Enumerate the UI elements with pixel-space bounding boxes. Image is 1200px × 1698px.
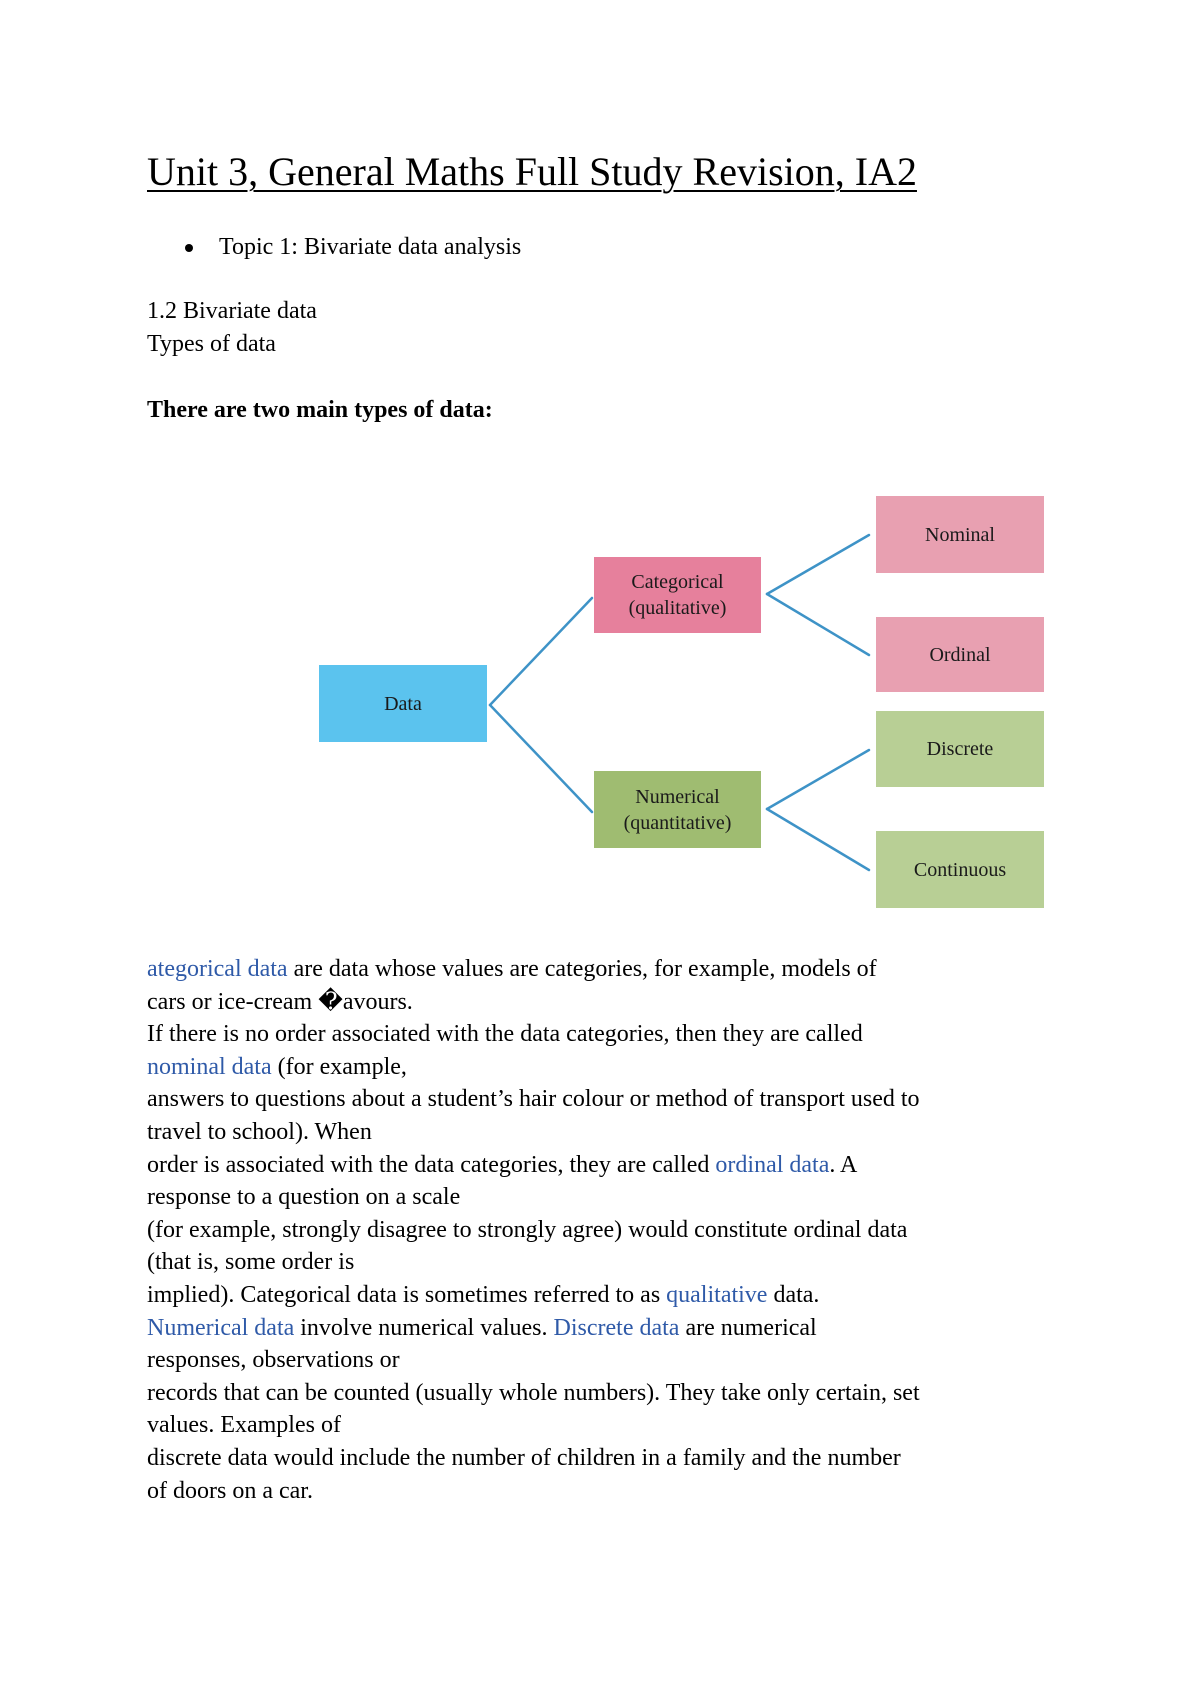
body-line: If there is no order associated with the data categories, then they are called bbox=[147, 1021, 863, 1048]
subheading: Types of data bbox=[147, 331, 276, 357]
body-line: response to a question on a scale bbox=[147, 1184, 461, 1211]
body-line: answers to questions about a student’s hair colour or method of transport used to bbox=[147, 1086, 920, 1113]
node-data bbox=[319, 665, 487, 742]
node-nominal bbox=[876, 496, 1044, 573]
node-categorical-sublabel: (qualitative) bbox=[628, 597, 727, 619]
term-categorical-data: ategorical data bbox=[147, 956, 288, 982]
body-text: are numerical bbox=[679, 1314, 817, 1341]
body-line: records that can be counted (usually whole numbers). They take only certain, set bbox=[147, 1379, 920, 1406]
body-text: . A bbox=[829, 1151, 858, 1178]
body-line: travel to school). When bbox=[147, 1118, 372, 1145]
body-line: values. Examples of bbox=[147, 1412, 341, 1439]
connector-data-numerical bbox=[490, 705, 592, 812]
body-line bbox=[147, 1279, 1087, 1312]
body-text: implied). Categorical data is sometimes referred to as bbox=[147, 1281, 667, 1308]
term-numerical-data: Numerical data bbox=[147, 1314, 295, 1341]
node-ordinal bbox=[876, 617, 1044, 692]
node-numerical-label: Numerical bbox=[635, 785, 720, 808]
document-title: Unit 3, General Maths Full Study Revision, IA2 bbox=[147, 149, 917, 194]
body-text: involve numerical values. bbox=[294, 1314, 554, 1341]
node-continuous bbox=[876, 831, 1044, 908]
node-discrete-label: Discrete bbox=[926, 738, 994, 760]
node-discrete bbox=[876, 711, 1044, 787]
body-line: cars or ice-cream �avours. bbox=[147, 988, 413, 1015]
term-qualitative: qualitative bbox=[666, 1281, 768, 1308]
node-data-label: Data bbox=[384, 692, 422, 715]
body-line bbox=[147, 953, 1087, 986]
body-line: discrete data would include the number of children in a family and the number bbox=[147, 1444, 901, 1471]
node-numerical bbox=[594, 771, 761, 848]
body-line: of doors on a car. bbox=[147, 1477, 313, 1504]
node-categorical-label: Categorical bbox=[631, 571, 724, 593]
node-nominal-label: Nominal bbox=[925, 523, 995, 546]
body-line: (for example, strongly disagree to strongly agree) would constitute ordinal data bbox=[147, 1216, 908, 1243]
term-nominal-data: nominal data bbox=[147, 1053, 272, 1080]
term-discrete-data: Discrete data bbox=[553, 1314, 680, 1341]
body-text: are data whose values are categories, for example, models of bbox=[287, 956, 877, 982]
body-text: data. bbox=[767, 1281, 820, 1308]
body-line: (that is, some order is bbox=[147, 1249, 355, 1276]
connector-categorical-nominal bbox=[767, 535, 869, 594]
connector-categorical-ordinal bbox=[767, 594, 869, 655]
body-line bbox=[147, 1051, 1087, 1084]
node-categorical bbox=[594, 557, 761, 633]
intro-bold-text: There are two main types of data: bbox=[147, 397, 493, 423]
node-numerical-sublabel: (quantitative) bbox=[623, 811, 732, 834]
body-text: order is associated with the data categories, they are called bbox=[147, 1151, 716, 1178]
term-ordinal-data: ordinal data bbox=[715, 1151, 830, 1178]
body-paragraph bbox=[147, 953, 1087, 1507]
body-line bbox=[147, 1312, 1087, 1345]
section-heading: 1.2 Bivariate data bbox=[147, 298, 317, 324]
connector-numerical-continuous bbox=[767, 809, 869, 870]
body-text: (for example, bbox=[271, 1053, 407, 1080]
connector-data-categorical bbox=[490, 598, 592, 705]
topic-item: Topic 1: Bivariate data analysis bbox=[185, 232, 521, 262]
node-continuous-label: Continuous bbox=[913, 858, 1007, 881]
body-line: responses, observations or bbox=[147, 1347, 400, 1374]
body-line bbox=[147, 1149, 1087, 1182]
connector-numerical-discrete bbox=[767, 750, 869, 809]
node-ordinal-label: Ordinal bbox=[929, 643, 991, 666]
